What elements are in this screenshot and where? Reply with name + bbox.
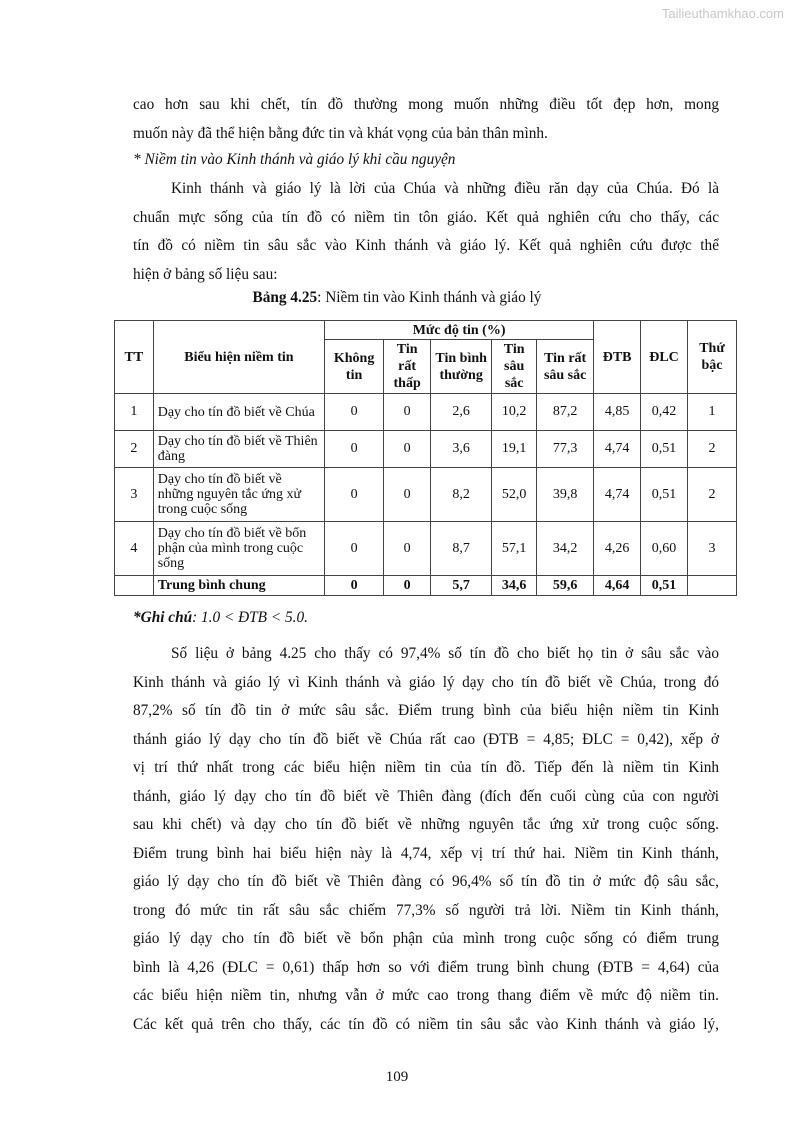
- cell-dtb: 4,26: [594, 522, 641, 576]
- table-row: [115, 522, 737, 576]
- text-line: giáo lý dạy cho tín đồ biết về Thiên đàng có 96,4% số tín đồ tin ở mức độ sâu sắc,: [133, 873, 719, 890]
- cell-rat-sau-sac: 87,2: [537, 394, 594, 431]
- text-line: Kinh thánh và giáo lý là lời của Chúa và những điều răn dạy của Chúa. Đó là: [171, 180, 719, 197]
- text-line: 87,2% số tín đồ tin ở mức sâu sắc. Điểm trung bình của biểu hiện niềm tin Kinh: [133, 702, 719, 719]
- header-thu-bac: Thứ bậc: [687, 321, 736, 394]
- page-number: 109: [385, 1069, 409, 1085]
- text-line: các biểu hiện niềm tin, nhưng vẫn ở mức cao trong thang điểm về mức độ niềm tin.: [133, 987, 719, 1004]
- cell-total-label: Trung bình chung: [153, 576, 324, 596]
- cell-sau-sac: 57,1: [492, 522, 537, 576]
- text-line: tín đồ có niềm tin sâu sắc vào Kinh thánh và giáo lý. Kết quả nghiên cứu được thể: [133, 237, 719, 254]
- table-caption-text: : Niềm tin vào Kinh thánh và giáo lý: [317, 289, 542, 306]
- cell-dtb: 4,74: [594, 468, 641, 522]
- text-line: Điểm trung bình hai biểu hiện này là 4,74, xếp vị trí thứ hai. Niềm tin Kinh thánh,: [133, 844, 719, 862]
- cell-rat-thap: 0: [384, 431, 431, 468]
- cell-dlc: 0,51: [641, 431, 688, 468]
- text-line: giáo lý dạy cho tín đồ biết về bổn phận của mình trong cuộc sống có điểm trung: [133, 930, 719, 947]
- cell-binh-thuong: 8,7: [431, 522, 492, 576]
- cell-rat-sau-sac: 59,6: [537, 576, 594, 596]
- cell-desc: Dạy cho tín đồ biết về bổn phận của mình trong cuộc sống: [153, 522, 324, 576]
- text-line: sau khi chết) và dạy cho tín đồ biết về những nguyên tắc ứng xử trong cuộc sống.: [133, 816, 719, 833]
- text-line: Kinh thánh và giáo lý vì Kinh thánh và giáo lý dạy cho tín đồ biết về Chúa, trong đó: [133, 673, 719, 691]
- header-sau-sac: Tin sâu sắc: [492, 340, 537, 394]
- cell-tt: 3: [115, 468, 154, 522]
- cell-dlc: 0,42: [641, 394, 688, 431]
- table-row: [115, 394, 737, 431]
- cell-khong-tin: 0: [325, 522, 384, 576]
- table-note: [133, 609, 308, 627]
- text-line: Các kết quả trên cho thấy, các tín đồ có niềm tin sâu sắc vào Kinh thánh và giáo lý,: [133, 1015, 719, 1033]
- table-row: [115, 468, 737, 522]
- header-dtb: ĐTB: [594, 321, 641, 394]
- watermark: Tailieuthamkhao.com: [661, 6, 784, 21]
- text-line: Số liệu ở bảng 4.25 cho thấy có 97,4% số tín đồ cho biết họ tin ở sâu sắc vào: [171, 645, 719, 662]
- intro-paragraph: [133, 91, 719, 148]
- cell-binh-thuong: 8,2: [431, 468, 492, 522]
- text-line: vị trí thứ nhất trong các biểu hiện niềm tin của tín đồ. Tiếp đến là niềm tin Kinh: [133, 759, 719, 776]
- cell-khong-tin: 0: [325, 468, 384, 522]
- note-text: : 1.0 < ĐTB < 5.0.: [192, 609, 308, 626]
- cell-tt: 1: [115, 394, 154, 431]
- header-binh-thuong: Tin bình thường: [431, 340, 492, 394]
- cell-rat-thap: 0: [384, 522, 431, 576]
- cell-binh-thuong: 3,6: [431, 431, 492, 468]
- cell-sau-sac: 34,6: [492, 576, 537, 596]
- cell-desc: Dạy cho tín đồ biết về những nguyên tắc ứng xử trong cuộc sống: [153, 468, 324, 522]
- cell-dlc: 0,51: [641, 576, 688, 596]
- table-caption: [0, 289, 794, 307]
- text-line: thánh, giáo lý dạy cho tín đồ biết về Thiên đàng (đích đến cuối cùng của con người: [133, 787, 719, 805]
- text-line: trong đó mức tin rất sâu sắc chiếm 77,3% số người trả lời. Niềm tin Kinh thánh,: [133, 901, 719, 919]
- text-line: chuẩn mực sống của tín đồ có niềm tin tôn giáo. Kết quả nghiên cứu cho thấy, các: [133, 208, 719, 226]
- header-muc-do: Mức độ tin (%): [325, 321, 594, 340]
- table-caption-label: Bảng 4.25: [252, 289, 318, 306]
- cell-sau-sac: 19,1: [492, 431, 537, 468]
- paragraph-2: [133, 640, 719, 1039]
- cell-desc: Dạy cho tín đồ biết về Chúa: [153, 394, 324, 431]
- cell-rat-thap: 0: [384, 394, 431, 431]
- header-dlc: ĐLC: [641, 321, 688, 394]
- header-rat-sau-sac: Tin rất sâu sắc: [537, 340, 594, 394]
- cell-dtb: 4,85: [594, 394, 641, 431]
- cell-khong-tin: 0: [325, 431, 384, 468]
- cell-rat-thap: 0: [384, 576, 431, 596]
- cell-rat-sau-sac: 39,8: [537, 468, 594, 522]
- header-rat-thap: Tin rất thấp: [384, 340, 431, 394]
- paragraph-1: [133, 175, 719, 289]
- text-line: bình là 4,26 (ĐLC = 0,61) thấp hơn so với điểm trung bình chung (ĐTB = 4,64) của: [133, 958, 719, 976]
- cell-tt: 2: [115, 431, 154, 468]
- cell-thu-bac: 1: [687, 394, 736, 431]
- cell-thu-bac: 3: [687, 522, 736, 576]
- section-heading: * Niềm tin vào Kinh thánh và giáo lý khi cầu nguyện: [133, 151, 456, 168]
- cell-khong-tin: 0: [325, 394, 384, 431]
- text-line: hiện ở bảng số liệu sau:: [133, 265, 278, 283]
- table-row: [115, 431, 737, 468]
- text-line: thánh giáo lý dạy cho tín đồ biết về Chúa rất cao (ĐTB = 4,85; ĐLC = 0,42), xếp ở: [133, 730, 719, 748]
- cell-rat-sau-sac: 34,2: [537, 522, 594, 576]
- cell-desc: Dạy cho tín đồ biết về Thiên đàng: [153, 431, 324, 468]
- note-label: *Ghi chú: [133, 609, 193, 626]
- cell-dlc: 0,51: [641, 468, 688, 522]
- cell-thu-bac: 2: [687, 431, 736, 468]
- table-total-row: [115, 576, 737, 596]
- cell-khong-tin: 0: [325, 576, 384, 596]
- cell-sau-sac: 10,2: [492, 394, 537, 431]
- text-line: muốn này đã thể hiện bằng đức tin và khát vọng của bản thân mình.: [133, 124, 548, 142]
- cell-binh-thuong: 2,6: [431, 394, 492, 431]
- cell-tt: 4: [115, 522, 154, 576]
- cell-binh-thuong: 5,7: [431, 576, 492, 596]
- cell-dtb: 4,64: [594, 576, 641, 596]
- header-bieu-hien: Biểu hiện niềm tin: [153, 321, 324, 394]
- cell-rat-sau-sac: 77,3: [537, 431, 594, 468]
- header-khong-tin: Không tin: [325, 340, 384, 394]
- cell-sau-sac: 52,0: [492, 468, 537, 522]
- belief-table: [114, 320, 737, 596]
- cell-thu-bac: 2: [687, 468, 736, 522]
- header-tt: TT: [115, 321, 154, 394]
- cell-dtb: 4,74: [594, 431, 641, 468]
- cell-dlc: 0,60: [641, 522, 688, 576]
- text-line: cao hơn sau khi chết, tín đồ thường mong muốn những điều tốt đẹp hơn, mong: [133, 96, 719, 113]
- cell-rat-thap: 0: [384, 468, 431, 522]
- cell-thu-bac: [687, 576, 736, 596]
- cell-tt: [115, 576, 154, 596]
